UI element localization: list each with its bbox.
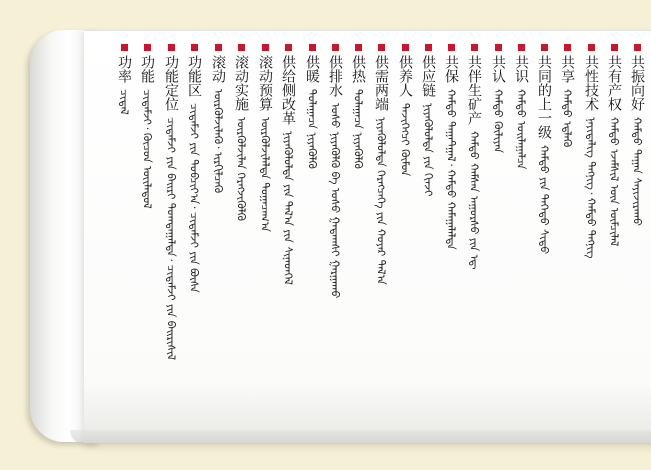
entry-mongolian: ᠨᠢᠶᠡᠭᠦᠯᠦᠯᠲᠡ ᠶᠢᠨ ᠭᠢᠨᠵᠢ (421, 103, 435, 197)
entry-mongolian: ᠴᠢᠳᠠᠯ (117, 89, 131, 115)
glossary-entry (324, 44, 346, 298)
entry-term: 功能定位 (163, 55, 179, 111)
glossary-entry (487, 44, 509, 153)
bullet-marker (238, 44, 245, 51)
glossary-entry (463, 44, 485, 269)
entry-mongolian: ᠬᠠᠮᠲᠤ ᠳᠠᠭᠠᠲᠭᠠᠯ᠂ ᠬᠠᠮᠲᠤ ᠬᠠᠮᠠᠭᠠᠯᠠᠯᠲᠠ (444, 89, 458, 250)
glossary-entry (626, 44, 648, 226)
entry-mongolian: ᠳᠤᠯᠠᠭᠠᠴᠠ ᠨᠢᠶᠡᠭᠦᠯᠬᠦ (351, 89, 365, 169)
entry-term: 共识 (513, 55, 529, 83)
entry-mongolian: ᠨᠡᠶᠢᠲᠡᠯᠢᠭ ᠲᠡᠭᠨᠢᠭ᠂ ᠬᠠᠮᠲᠤ ᠲᠡᠭᠨᠢᠭ (584, 117, 598, 259)
page-shadow (70, 430, 651, 444)
bullet-marker (168, 44, 175, 51)
glossary-entry (301, 44, 323, 169)
entry-term: 功能区 (186, 55, 202, 97)
entry-term: 滚动实施 (233, 55, 249, 111)
glossary-entry (533, 44, 555, 254)
glossary-entry (277, 44, 299, 285)
entry-term: 共振向好 (629, 55, 645, 111)
bullet-marker (355, 44, 362, 51)
glossary-entry (207, 44, 229, 193)
glossary-entry (230, 44, 252, 221)
bullet-marker (191, 44, 198, 51)
entry-mongolian: ᠬᠠᠮᠲᠤ ᠣᠢᠯᠠᠭᠠᠯᠴᠠ (514, 89, 528, 170)
bullet-marker (495, 44, 502, 51)
bullet-marker (309, 44, 316, 51)
entry-mongolian: ᠤᠰᠤ ᠨᠢᠶᠡᠭᠦᠯᠬᠦ ᠪᠠ ᠤᠰᠤ ᠭᠠᠳᠠᠭᠰᠢ ᠭᠠᠷᠭᠠᠬᠤ (328, 103, 342, 299)
glossary-entry (254, 44, 276, 232)
entry-term: 功能 (139, 55, 155, 83)
entry-mongolian: ᠴᠢᠳᠠᠮᠵᠢ ᠶᠢᠨ ᠪᠠᠢᠷᠢ ᠲᠣᠭᠲᠠᠭᠠᠯᠲᠠ᠂ ᠴᠢᠳᠠᠮᠵᠢ ᠶᠢᠨ ᠪᠠᠢᠷᠢᠰᠢᠯ (164, 117, 178, 360)
bullet-marker (144, 44, 151, 51)
bullet-marker (285, 44, 292, 51)
glossary-entry (394, 44, 416, 176)
entry-mongolian: ᠬᠠᠮᠲᠤ ᠬᠦᠯᠢᠶᠡᠨ (491, 89, 505, 153)
bullet-marker (332, 44, 339, 51)
bullet-marker (448, 44, 455, 51)
entry-term: 供应链 (420, 55, 436, 97)
entry-mongolian: ᠳᠤᠯᠠᠭᠠᠴᠠ ᠨᠢᠶᠡᠭᠦᠯᠬᠦ (305, 89, 319, 169)
entry-term: 供养人 (397, 55, 413, 97)
bullet-marker (378, 44, 385, 51)
glossary-entry (580, 44, 602, 259)
glossary-entry (370, 44, 392, 285)
entry-mongolian: ᠨᠢᠶᠡᠭᠦᠯᠦᠯᠲᠡ ᠬᠡᠷᠡᠭᠴᠡᠭᠡ ᠶᠢᠨ ᠬᠣᠶᠠᠷ ᠲᠠᠯ᠎ᠠ (374, 117, 388, 285)
entry-term: 共性技术 (583, 55, 599, 111)
bullet-marker (588, 44, 595, 51)
glossary-entry (440, 44, 462, 250)
bullet-marker (634, 44, 641, 51)
entry-mongolian: ᠦᠷᠭᠦᠯᠵᠢᠯᠡᠯᠲᠡ ᠲᠣᠭᠠᠴᠠᠭ᠎ᠠ (258, 117, 272, 232)
entry-mongolian: ᠦᠷᠭᠦᠯᠵᠢᠯᠡᠨ ᠬᠡᠷᠡᠭᠵᠢᠭᠦᠯᠬᠦ (234, 117, 248, 221)
entry-term: 共享 (559, 55, 575, 83)
glossary-entry (160, 44, 182, 360)
glossary-entry (417, 44, 439, 196)
bullet-marker (262, 44, 269, 51)
entry-term: 共同的上一级 (536, 55, 552, 139)
bullet-marker (518, 44, 525, 51)
entry-mongolian: ᠨᠢᠶᠡᠭᠦᠯᠦᠯᠲᠡ ᠶᠢᠨ ᠲᠠᠯ᠎ᠠ ᠶᠢᠨ ᠰᠢᠨᠡᠳᠭᠡᠯ (281, 131, 295, 285)
bullet-marker (215, 44, 222, 51)
glossary-entry (347, 44, 369, 169)
bullet-marker (425, 44, 432, 51)
glossary-entry (136, 44, 158, 209)
entry-mongolian: ᠦᠷᠭᠦᠯᠵᠢᠯᠡᠬᠦ᠂ ᠢᠷᠭᠢᠯᠴᠡᠬᠦ (211, 89, 225, 194)
entry-term: 供排水 (327, 55, 343, 97)
glossary-entry (113, 44, 135, 115)
entry-term: 供需两端 (373, 55, 389, 111)
bullet-marker (564, 44, 571, 51)
entry-term: 滚动预算 (257, 55, 273, 111)
entry-term: 共保 (443, 55, 459, 83)
entry-term: 滚动 (210, 55, 226, 83)
bullet-marker (541, 44, 548, 51)
bullet-marker (611, 44, 618, 51)
entry-term: 共伴生矿产 (466, 55, 482, 125)
glossary-entry (556, 44, 578, 147)
entry-term: 功率 (116, 55, 132, 83)
entry-term: 共认 (490, 55, 506, 83)
bullet-marker (471, 44, 478, 51)
entry-term: 供热 (350, 55, 366, 83)
bullet-marker (402, 44, 409, 51)
entry-mongolian: ᠬᠠᠮᠲᠤ ᠡᠳ᠋ᠯᠡᠬᠦ (560, 89, 574, 148)
entry-term: 供暖 (304, 55, 320, 83)
entry-term: 共有产权 (606, 55, 622, 111)
entry-mongolian: ᠬᠠᠮᠲᠤ ᠬᠠᠮᠰᠠᠨ ᠠᠭᠤᠷᠰᠤ ᠶᠢᠨ ᠡᠳ᠋ (467, 131, 481, 270)
entry-mongolian: ᠬᠠᠮᠲᠤ ᠳᠠᠭᠠᠨ ᠰᠠᠶᠢᠵᠢᠷᠠᠬᠤ (630, 117, 644, 226)
glossary-entry (603, 44, 625, 246)
entry-mongolian: ᠴᠢᠳᠠᠮᠵᠢ ᠶᠢᠨ ᠲᠣᠪᠴᠢᠶ᠎ᠠ᠂ ᠴᠢᠳᠠᠮᠵᠢ ᠶᠢᠨ ᠪᠦᠰᠡ (187, 103, 201, 293)
entry-mongolian: ᠬᠠᠮᠲᠤ ᠡᠵᠡᠮᠰᠢᠯ ᠦᠨ ᠦᠮᠴᠢᠯᠡᠯ (607, 117, 621, 247)
entry-mongolian: ᠴᠢᠳᠠᠮᠵᠢ᠂ ᠬᠦᠴᠦᠨ ᠦᠢᠯᠡᠳᠦᠯ (140, 89, 154, 209)
bullet-marker (121, 44, 128, 51)
entry-mongolian: ᠬᠠᠮᠲᠤ ᠶᠢᠨ ᠳᠡᠭᠡᠳᠦ ᠰᠢᠲᠦ (537, 145, 551, 255)
entry-term: 供给侧改革 (280, 55, 296, 125)
entry-mongolian: ᠲᠡᠵᠢᠭᠡᠭᠴᠢ ᠬᠦᠮᠦᠨ (398, 103, 412, 177)
glossary-entry (183, 44, 205, 293)
glossary-entry (510, 44, 532, 169)
